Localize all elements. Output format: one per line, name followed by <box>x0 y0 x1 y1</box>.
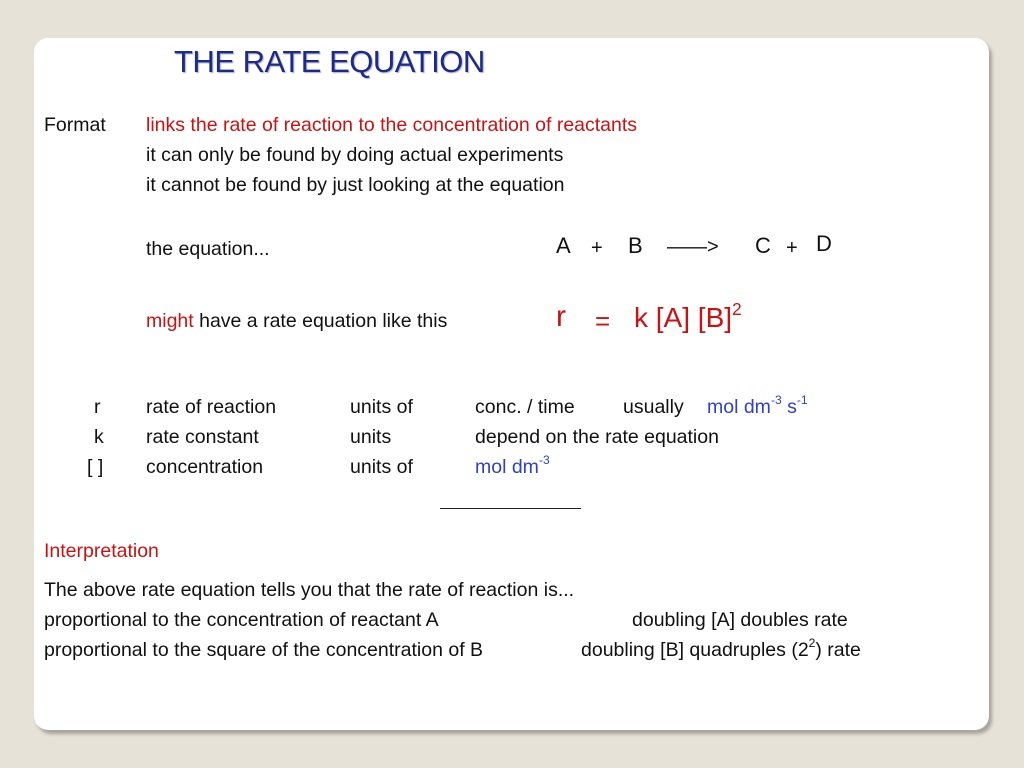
divider-line <box>440 508 581 509</box>
plus-sign-1: + <box>591 237 603 259</box>
format-label: Format <box>44 114 106 136</box>
definition-unit-r <box>707 395 808 419</box>
interpretation-intro: The above rate equation tells you that the rate of reaction is... <box>44 579 575 601</box>
might-word: might <box>146 310 194 332</box>
equation-label: the equation... <box>146 238 270 260</box>
unit-mol-dm: mol dm <box>707 396 771 418</box>
definition-symbol-conc: [ ] <box>87 456 104 478</box>
definition-units-label-k: units <box>350 426 392 448</box>
unit-mol-dm-conc: mol dm <box>475 456 539 478</box>
unit-exp-2: -1 <box>796 393 808 408</box>
interpretation-row2-right <box>581 638 861 662</box>
definition-symbol-r: r <box>94 396 101 418</box>
product-c: C <box>755 233 771 258</box>
definition-unit-conc <box>475 455 550 479</box>
reactant-b: B <box>628 233 643 258</box>
equals-sign: = <box>595 306 611 336</box>
definition-value-r: conc. / time <box>475 396 575 418</box>
interpretation-row1-left: proportional to the concentration of reactant A <box>44 609 439 631</box>
row2-right-exp: 2 <box>808 636 816 651</box>
rate-expression-exponent: 2 <box>732 298 742 319</box>
reaction-arrow: ——> <box>667 236 719 258</box>
row2-right-text-a: doubling [B] quadruples (2 <box>581 639 809 661</box>
definition-symbol-k: k <box>94 426 104 448</box>
interpretation-row2-left: proportional to the square of the concentration of B <box>44 639 484 661</box>
format-line-2: it can only be found by doing actual experiments <box>146 144 564 166</box>
rate-expression-rhs: k [A] [B] <box>634 302 733 333</box>
product-d: D <box>816 231 832 256</box>
definition-name-r: rate of reaction <box>146 396 277 418</box>
definition-name-k: rate constant <box>146 426 259 448</box>
interpretation-row1-right: doubling [A] doubles rate <box>632 609 848 631</box>
interpretation-heading: Interpretation <box>44 540 159 562</box>
definition-units-label-conc: units of <box>350 456 413 478</box>
unit-exp-conc: -3 <box>538 453 550 468</box>
unit-exp-1: -3 <box>770 393 782 408</box>
slide-title: THE RATE EQUATION <box>174 44 485 79</box>
definition-value-k: depend on the rate equation <box>475 426 719 448</box>
rate-symbol: r <box>556 300 566 333</box>
format-line-3: it cannot be found by just looking at the equation <box>146 174 565 196</box>
format-line-1: links the rate of reaction to the concentration of reactants <box>146 114 638 136</box>
rate-expression <box>634 298 742 333</box>
unit-s: s <box>787 396 797 418</box>
rate-equation-label <box>146 309 447 333</box>
rate-equation-label-rest: have a rate equation like this <box>199 310 448 332</box>
definition-name-conc: concentration <box>146 456 264 478</box>
row2-right-text-b: ) rate <box>815 639 861 661</box>
definition-note-r: usually <box>623 396 684 418</box>
reactant-a: A <box>556 233 571 258</box>
plus-sign-2: + <box>786 237 798 259</box>
definition-units-label-r: units of <box>350 396 413 418</box>
